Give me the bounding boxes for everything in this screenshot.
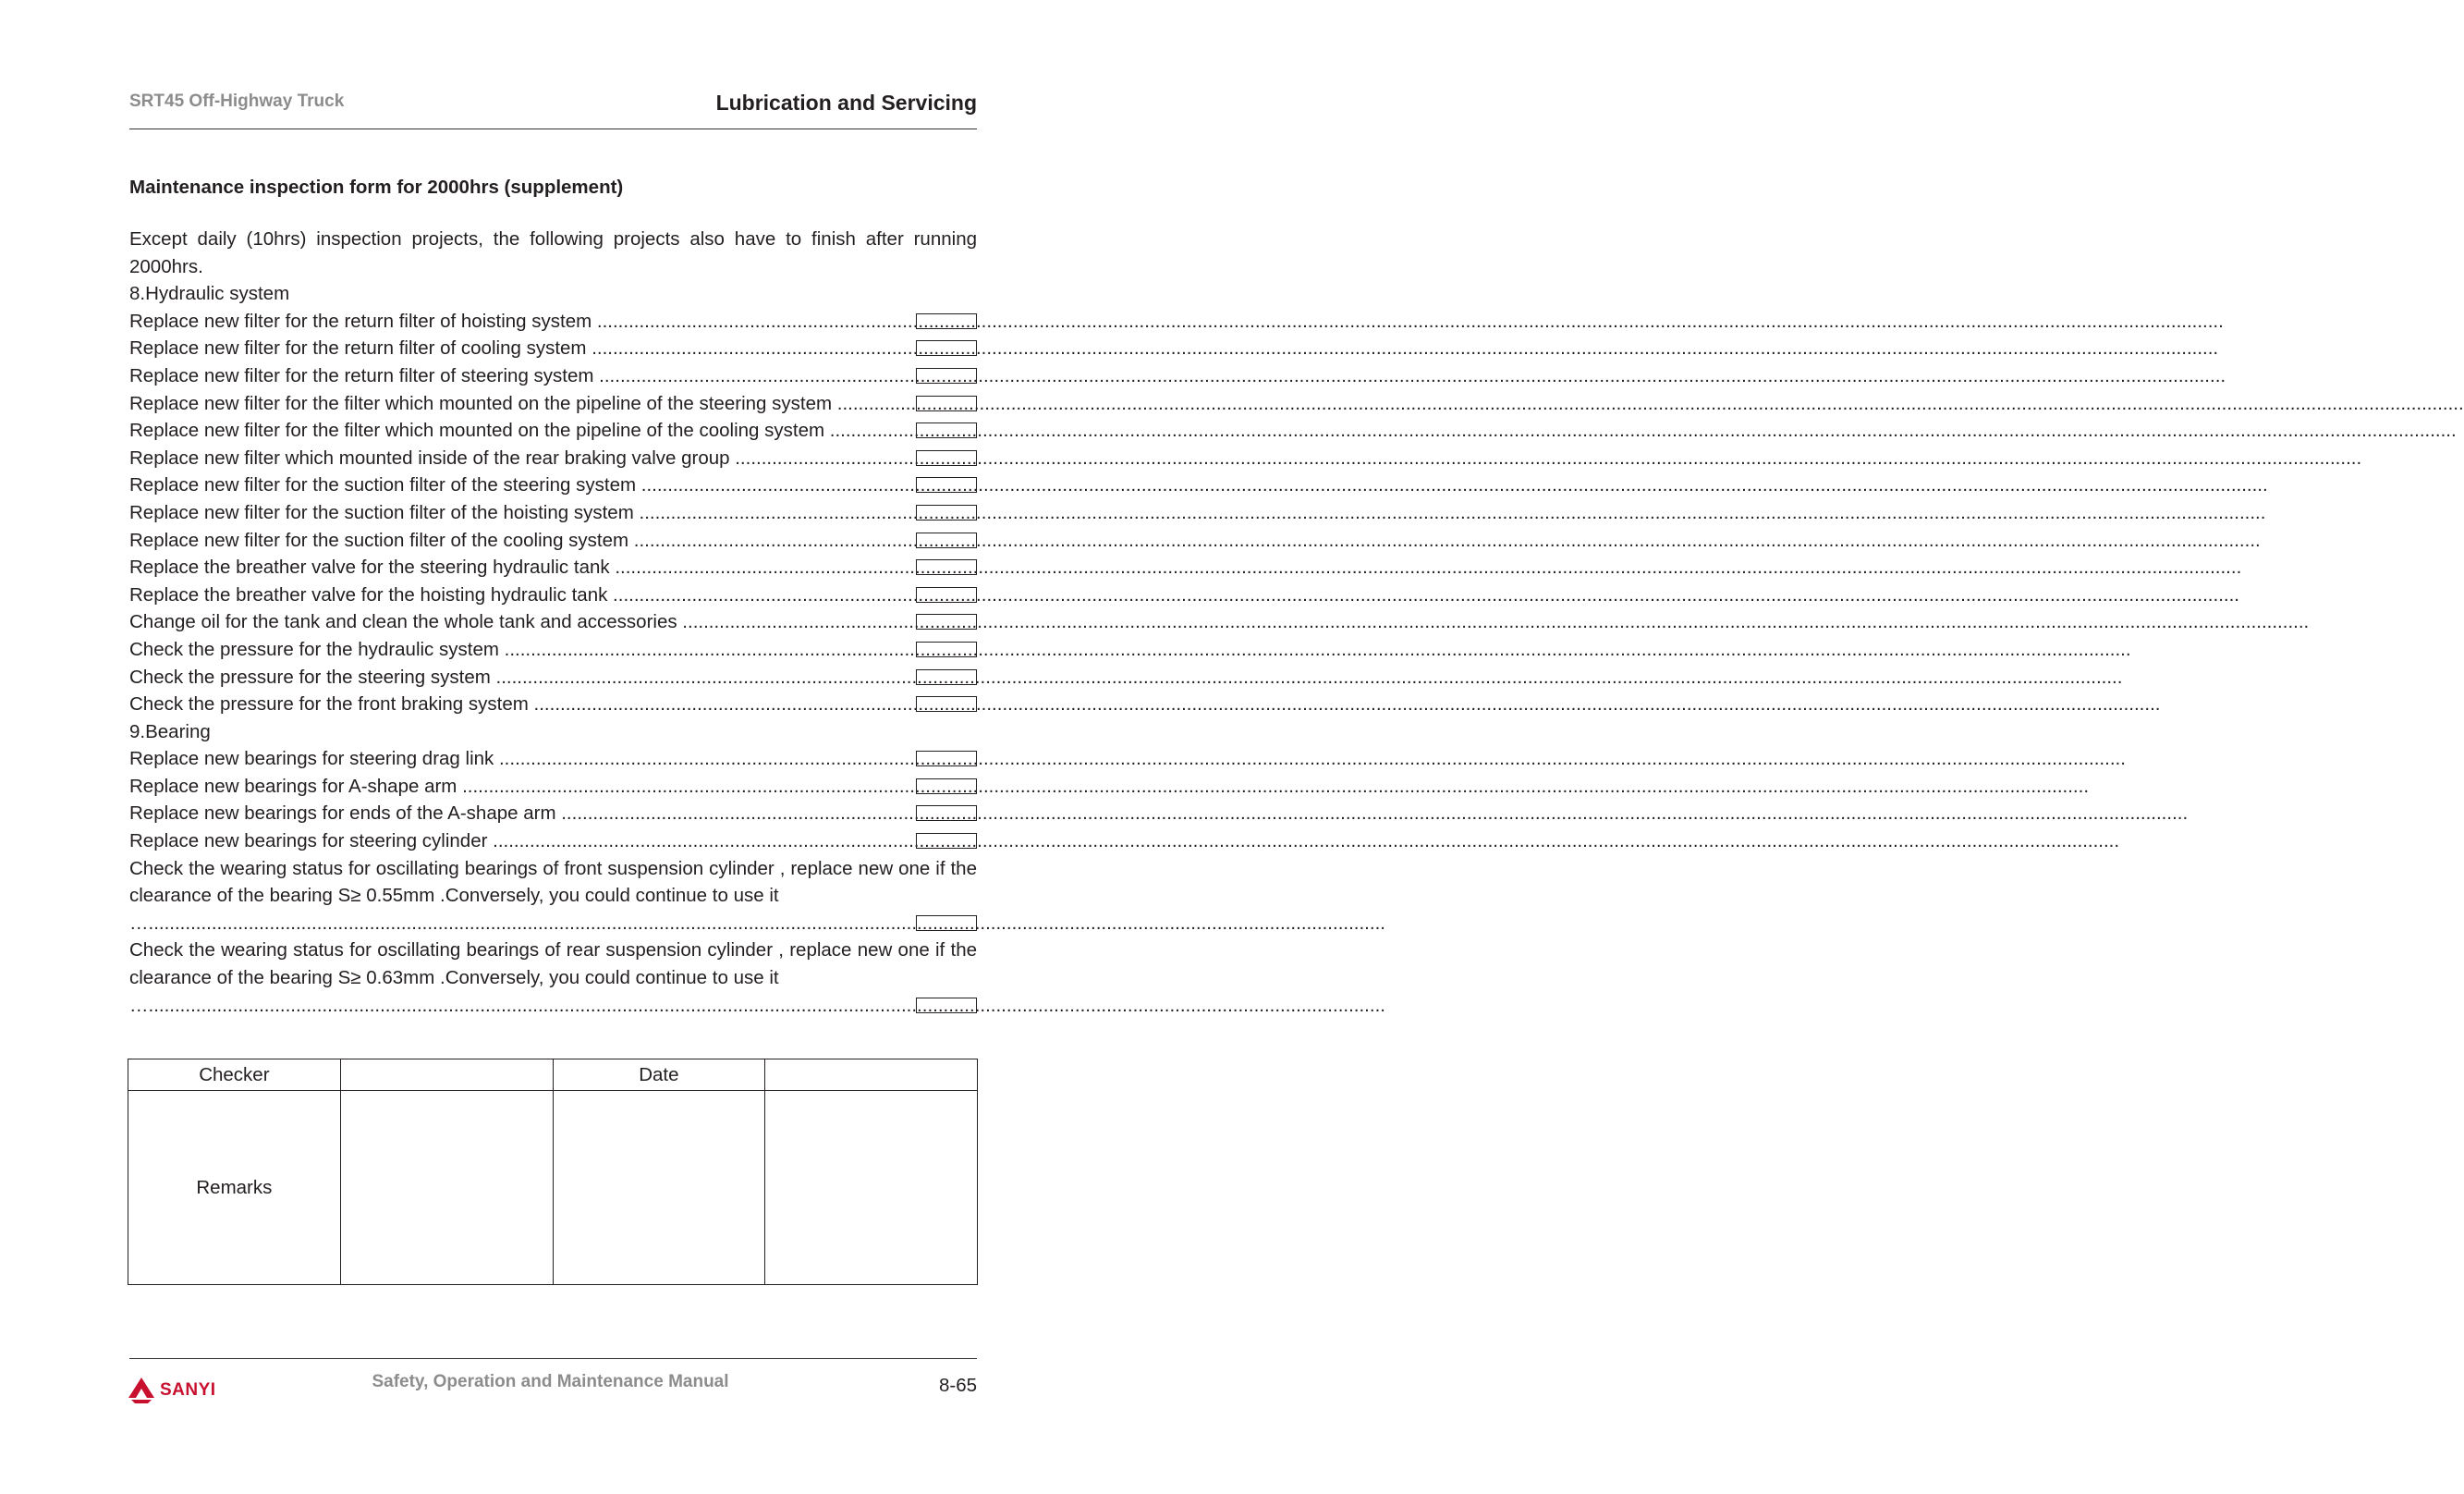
checklist-item-label: Replace new filter for the suction filter of the cooling system ..... (129, 527, 912, 555)
table-row (128, 1091, 978, 1285)
checkbox[interactable] (916, 505, 977, 520)
form-title: Maintenance inspection form for 2000hrs (supplement) (129, 177, 624, 198)
checklist-item-long (129, 855, 1385, 937)
checklist-item (129, 745, 977, 773)
checklist-item-label: Replace new filter for the filter which mounted on the pipeline of the steering system ..... (129, 390, 912, 418)
remarks-field[interactable] (340, 1091, 553, 1285)
checklist-item-label: Replace the breather valve for the hoisting hydraulic tank ..... (129, 582, 912, 609)
checker-label: Checker (128, 1059, 341, 1091)
section-bearing-heading: 9.Bearing (129, 720, 211, 742)
section-hydraulic-heading: 8.Hydraulic system (129, 283, 290, 305)
checklist-item-label: Replace new bearings for steering cylinder ..... (129, 827, 912, 855)
date-field[interactable] (765, 1059, 978, 1091)
checkbox[interactable] (916, 450, 977, 466)
checklist-item (129, 390, 977, 418)
dot-leader: …........................................................................................................................................................................................................................................... (129, 994, 1385, 1016)
checklist-item (129, 582, 977, 609)
checklist-item (129, 335, 977, 362)
checklist-item (129, 362, 977, 390)
checkbox[interactable] (916, 642, 977, 657)
remarks-label: Remarks (128, 1091, 341, 1285)
checklist-item (129, 691, 977, 718)
checklist-item (129, 417, 977, 445)
remarks-field[interactable] (765, 1091, 978, 1285)
checklist-item (129, 827, 977, 855)
checklist-item (129, 445, 977, 472)
checklist-item-label: Check the wearing status for oscillating bearings of rear suspension cylinder , replace new one if the clearance of the bearing S≥ 0.63mm .Conversely, you could continue to use it (129, 939, 977, 989)
checkbox[interactable] (916, 778, 977, 794)
checkbox[interactable] (916, 533, 977, 548)
checklist-item (129, 499, 977, 527)
checklist-item-label: Replace new bearings for steering drag link ..... (129, 745, 912, 773)
checklist-item-label: Replace new bearings for A-shape arm ..... (129, 773, 912, 801)
checklist-item-label: Check the pressure for the hydraulic system ..... (129, 636, 912, 664)
checklist-item-label: Replace the breather valve for the steering hydraulic tank ..... (129, 554, 912, 582)
checklist-item (129, 308, 977, 336)
dot-leader-row (129, 992, 1385, 1020)
checklist-item-label: Replace new filter which mounted inside of the rear braking valve group ..... (129, 445, 912, 472)
checklist-item-label: Check the pressure for the steering system ..... (129, 664, 912, 692)
checkbox[interactable] (916, 396, 977, 411)
checklist-item-label: Replace new filter for the suction filter of the steering system ..... (129, 471, 912, 499)
hydraulic-items (129, 308, 977, 718)
checklist-item-label: Replace new filter for the filter which mounted on the pipeline of the cooling system ..... (129, 417, 912, 445)
checklist-item-label: Replace new filter for the return filter of cooling system ..... (129, 335, 912, 362)
checker-field[interactable] (340, 1059, 553, 1091)
checklist-item-label: Replace new bearings for ends of the A-shape arm ..... (129, 800, 912, 827)
header-chapter: Lubrication and Servicing (715, 91, 977, 115)
checkbox[interactable] (916, 313, 977, 329)
intro-paragraph: Except daily (10hrs) inspection projects, the following projects also have to finish after running 2000hrs. (129, 228, 977, 277)
checklist-item (129, 636, 977, 664)
footer-divider (129, 1358, 977, 1359)
checkbox[interactable] (916, 998, 977, 1013)
checklist-item (129, 664, 977, 692)
checkbox[interactable] (916, 422, 977, 438)
bearing-items (129, 745, 1385, 1019)
checkbox[interactable] (916, 368, 977, 384)
footer-manual-title: Safety, Operation and Maintenance Manual (372, 1372, 729, 1391)
checkbox[interactable] (916, 751, 977, 766)
date-label: Date (553, 1059, 765, 1091)
checkbox[interactable] (916, 340, 977, 356)
checklist-item-label: Change oil for the tank and clean the whole tank and accessories ..... (129, 608, 912, 636)
checklist-item-label: Replace new filter for the suction filter of the hoisting system ..... (129, 499, 912, 527)
checklist-item (129, 773, 977, 801)
table-row (128, 1059, 978, 1091)
checkbox[interactable] (916, 669, 977, 685)
logo-text: SANYI (160, 1380, 216, 1400)
checklist-item-label: Replace new filter for the return filter of steering system ..... (129, 362, 912, 390)
checkbox[interactable] (916, 477, 977, 493)
checkbox[interactable] (916, 915, 977, 931)
checklist-item-label: Check the pressure for the front braking system ..... (129, 691, 912, 718)
header-product: SRT45 Off-Highway Truck (129, 92, 345, 111)
checklist-item-label: Check the wearing status for oscillating bearings of front suspension cylinder , replace new one if the clearance of the bearing S≥ 0.55mm .Conversely, you could continue to use it (129, 857, 977, 907)
checklist-item (129, 471, 977, 499)
checklist-item (129, 527, 977, 555)
form-body (129, 226, 1385, 1019)
checkbox[interactable] (916, 833, 977, 849)
checkbox[interactable] (916, 696, 977, 712)
checklist-item-label: Replace new filter for the return filter of hoisting system ..... (129, 308, 912, 336)
checklist-item (129, 554, 977, 582)
checkbox[interactable] (916, 587, 977, 603)
checklist-item (129, 800, 977, 827)
dot-leader: …........................................................................................................................................................................................................................................... (129, 912, 1385, 934)
checkbox[interactable] (916, 805, 977, 821)
checklist-item (129, 608, 977, 636)
remarks-field[interactable] (553, 1091, 765, 1285)
checklist-item-long (129, 937, 1385, 1019)
page-number: 8-65 (938, 1375, 977, 1396)
signature-table (128, 1059, 978, 1285)
checkbox[interactable] (916, 614, 977, 630)
checkbox[interactable] (916, 559, 977, 575)
dot-leader-row (129, 910, 1385, 937)
